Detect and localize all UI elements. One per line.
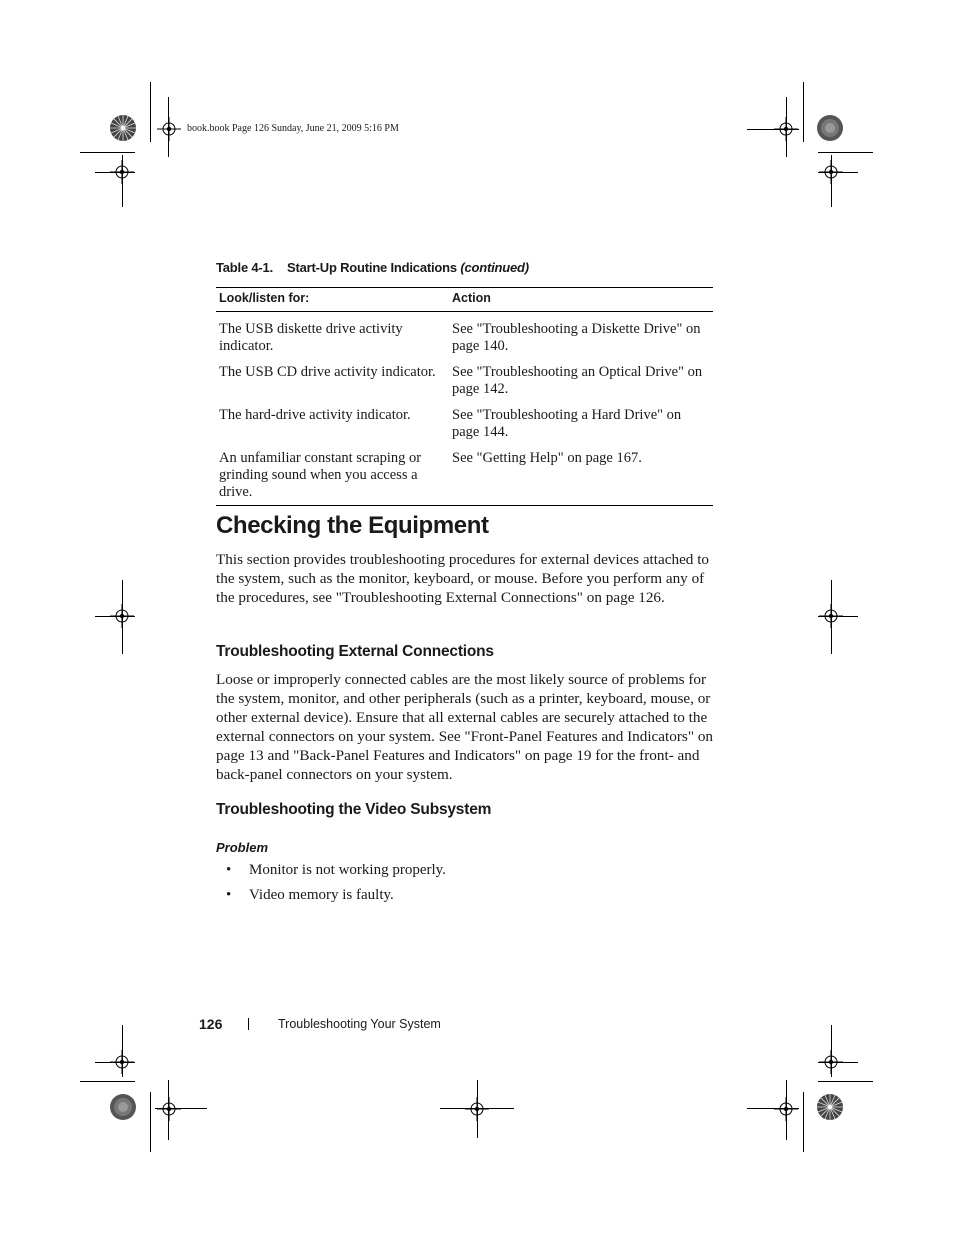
crop-line (786, 1080, 787, 1140)
column-header: Action (449, 288, 713, 312)
table-continued: (continued) (460, 260, 529, 275)
crop-line (122, 1025, 123, 1077)
table-row (216, 441, 713, 506)
table-row (216, 355, 713, 398)
registration-rosette-icon (815, 113, 845, 143)
registration-rosette-icon (108, 1092, 138, 1122)
table-number: Table 4-1. (216, 260, 274, 275)
table-row (216, 312, 713, 356)
registration-rosette-icon (108, 113, 138, 143)
registration-rosette-icon (815, 1092, 845, 1122)
crop-line (80, 152, 135, 153)
table-cell: See "Troubleshooting a Diskette Drive" on page 140. (452, 321, 701, 354)
crop-line (818, 172, 858, 173)
crop-line (818, 1081, 873, 1082)
section-title: Checking the Equipment (216, 512, 489, 539)
list-item: • Video memory is faulty. (226, 887, 394, 903)
external-connections-body: Loose or improperly connected cables are the most likely source of problems for the system, monitor, and other peripherals (such as a printer, keyboard, mouse, or other external device). Ensure that all external cables are securely attached to the external connectors on your system. See "Front-Panel Features and Indicators" on page 13 and "Back-Panel Features and Indicators" on page 19 for the front- and back-panel connectors on your system. (216, 671, 714, 783)
crop-line (786, 97, 787, 157)
table-row (216, 398, 713, 441)
crop-line (155, 1108, 207, 1109)
table-cell: The USB CD drive activity indicator. (219, 364, 436, 380)
problem-list (226, 862, 446, 912)
crop-line (747, 129, 799, 130)
crop-line (95, 1062, 135, 1063)
table-title: Start-Up Routine Indications (287, 260, 457, 275)
bullet-icon: • (226, 887, 232, 903)
bullet-icon: • (226, 862, 232, 878)
crop-line (831, 155, 832, 207)
table-cell: See "Getting Help" on page 167. (449, 441, 713, 506)
table-cell: The USB diskette drive activity indicator. (219, 321, 403, 354)
table-cell: The hard-drive activity indicator. (219, 407, 411, 423)
crop-line (477, 1080, 478, 1138)
crop-line (818, 616, 858, 617)
startup-indications-table (216, 287, 713, 506)
print-header: book.book Page 126 Sunday, June 21, 2009 5:16 PM (187, 123, 399, 134)
crop-line (803, 82, 804, 142)
crop-line (747, 1108, 799, 1109)
crop-line (95, 616, 135, 617)
table-cell: An unfamiliar constant scraping or grinding sound when you access a drive. (216, 441, 449, 506)
crop-line (168, 97, 169, 157)
crop-line (122, 580, 123, 654)
crop-line (803, 1092, 804, 1152)
page-number: 126 (199, 1016, 223, 1032)
list-item: • Monitor is not working properly. (226, 862, 446, 878)
subsection-title-video: Troubleshooting the Video Subsystem (216, 801, 492, 818)
crop-line (150, 1092, 151, 1152)
crop-line (818, 1062, 858, 1063)
footer-chapter-title: Troubleshooting Your System (278, 1017, 441, 1031)
crop-line (122, 155, 123, 207)
crop-line (95, 172, 135, 173)
crop-line (818, 152, 873, 153)
column-header: Look/listen for: (216, 288, 449, 312)
crop-line (80, 1081, 135, 1082)
problem-label: Problem (216, 840, 269, 855)
crop-line (150, 82, 151, 142)
crop-line (831, 1025, 832, 1077)
crosshair-icon (157, 117, 181, 141)
footer-divider (248, 1018, 249, 1030)
table-header-row (216, 288, 713, 312)
subsection-title-external-connections: Troubleshooting External Connections (216, 643, 494, 660)
section-intro: This section provides troubleshooting procedures for external devices attached to the system, such as the monitor, keyboard, or mouse. Before you perform any of the procedures, see "Troubleshooting External Connections" on page 126. (216, 551, 710, 606)
crop-line (831, 580, 832, 654)
table-cell: See "Troubleshooting a Hard Drive" on page 144. (452, 407, 682, 440)
crop-line (168, 1080, 169, 1140)
table-caption (216, 260, 529, 275)
table-cell: See "Troubleshooting an Optical Drive" on page 142. (452, 364, 703, 397)
crosshair-icon (157, 1097, 181, 1121)
